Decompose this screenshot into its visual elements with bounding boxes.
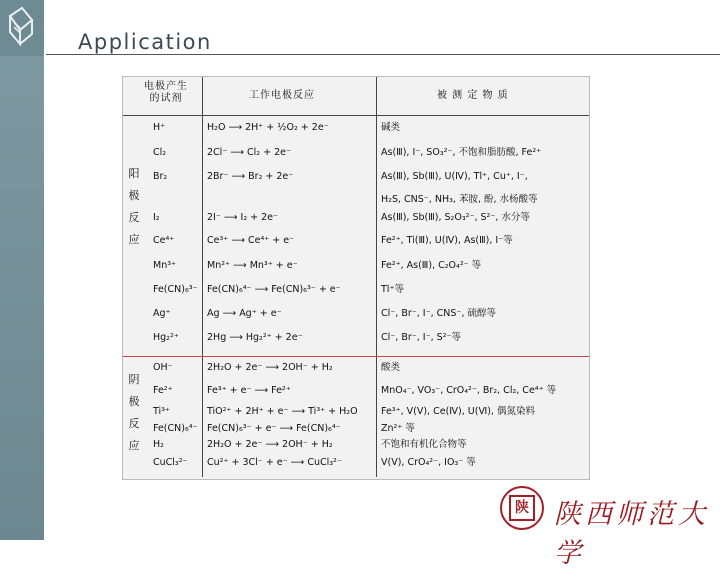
table-cell-reagent: Ce⁴⁺	[153, 235, 175, 246]
header-divider	[123, 115, 589, 116]
table-cell-reaction: 2H₂O + 2e⁻ ⟶ 2OH⁻ + H₂	[207, 362, 333, 373]
table-cell-analyte: Tl⁺等	[381, 284, 404, 295]
title-divider	[46, 54, 720, 55]
seal-character: 陕	[509, 495, 535, 521]
table-cell-reagent: H⁺	[153, 122, 166, 133]
group-divider	[123, 356, 589, 357]
table-cell-analyte: As(Ⅲ), Sb(Ⅲ), S₂O₃²⁻, S²⁻, 水分等	[381, 212, 530, 223]
sidebar	[0, 0, 44, 540]
table-cell-reagent: Cl₂	[153, 147, 167, 158]
column-divider	[376, 77, 377, 477]
table-cell-reagent: Ag⁺	[153, 308, 171, 319]
table-cell-reagent: OH⁻	[153, 362, 173, 373]
table-cell-reagent: H₂	[153, 439, 164, 450]
table-cell-reaction: Cu²⁺ + 3Cl⁻ + e⁻ ⟶ CuCl₃²⁻	[207, 457, 342, 468]
table-cell-reagent: Mn³⁺	[153, 260, 177, 271]
table-cell-reaction: 2Br⁻ ⟶ Br₂ + 2e⁻	[207, 171, 294, 182]
university-seal	[500, 486, 544, 530]
table-cell-analyte: V(Ⅴ), CrO₄²⁻, IO₃⁻ 等	[381, 457, 476, 468]
table-cell-analyte: H₂S, CNS⁻, NH₃, 苯胺, 酚, 水杨酸等	[381, 194, 538, 205]
header-reaction: 工作电极反应	[249, 90, 315, 101]
university-name: 陕西师范大学	[554, 499, 709, 569]
table-cell-reaction: TiO²⁺ + 2H⁺ + e⁻ ⟶ Ti³⁺ + H₂O	[207, 406, 358, 417]
table-cell-analyte: 酸类	[381, 362, 401, 373]
table-cell-reaction: Fe(CN)₆⁴⁻ ⟶ Fe(CN)₆³⁻ + e⁻	[207, 284, 341, 295]
table-cell-reagent: Ti³⁺	[153, 406, 170, 417]
table-cell-analyte: As(Ⅲ), I⁻, SO₃²⁻, 不饱和脂肪酸, Fe²⁺	[381, 147, 542, 158]
table-cell-analyte: Fe³⁺, V(Ⅴ), Ce(Ⅳ), U(Ⅵ), 偶氮染料	[381, 406, 535, 417]
header-analyte: 被 测 定 物 质	[437, 90, 509, 101]
logo-box	[0, 0, 44, 56]
cathode-group-label: 阴 极 反 应	[128, 373, 140, 452]
university-brand	[500, 486, 710, 569]
book-icon	[6, 6, 38, 48]
table-cell-reaction: Ag ⟶ Ag⁺ + e⁻	[207, 308, 282, 319]
table-cell-analyte: 碱类	[381, 122, 401, 133]
table-cell-reaction: H₂O ⟶ 2H⁺ + ½O₂ + 2e⁻	[207, 122, 329, 133]
table-cell-analyte: As(Ⅲ), Sb(Ⅲ), U(Ⅳ), Tl⁺, Cu⁺, I⁻,	[381, 171, 528, 182]
table-cell-analyte: Fe²⁺, As(Ⅲ), C₂O₄²⁻ 等	[381, 260, 482, 271]
table-cell-reaction: 2I⁻ ⟶ I₂ + 2e⁻	[207, 212, 279, 223]
table-cell-reagent: CuCl₃²⁻	[153, 457, 188, 468]
reaction-table	[122, 76, 590, 480]
table-cell-reaction: 2H₂O + 2e⁻ ⟶ 2OH⁻ + H₂	[207, 439, 333, 450]
table-cell-reaction: Ce³⁺ ⟶ Ce⁴⁺ + e⁻	[207, 235, 295, 246]
slide-title: Application	[78, 30, 212, 54]
table-cell-reagent: Fe(CN)₆³⁻	[153, 284, 198, 295]
table-cell-reagent: Br₂	[153, 171, 168, 182]
table-cell-reagent: Fe²⁺	[153, 385, 173, 396]
table-cell-analyte: Zn²⁺ 等	[381, 423, 415, 434]
header-reagent: 电极产生 的试剂	[144, 81, 188, 104]
table-cell-reaction: Fe(CN)₆³⁻ + e⁻ ⟶ Fe(CN)₆⁴⁻	[207, 423, 341, 434]
table-cell-reaction: Mn²⁺ ⟶ Mn³⁺ + e⁻	[207, 260, 298, 271]
table-cell-reaction: Fe³⁺ + e⁻ ⟶ Fe²⁺	[207, 385, 291, 396]
table-cell-analyte: 不饱和有机化合物等	[381, 439, 467, 450]
table-cell-analyte: Fe²⁺, Ti(Ⅲ), U(Ⅳ), As(Ⅲ), I⁻等	[381, 235, 513, 246]
table-cell-analyte: Cl⁻, Br⁻, I⁻, S²⁻等	[381, 332, 462, 343]
table-cell-reaction: 2Cl⁻ ⟶ Cl₂ + 2e⁻	[207, 147, 291, 158]
table-cell-reaction: 2Hg ⟶ Hg₂²⁺ + 2e⁻	[207, 332, 303, 343]
table-cell-reagent: I₂	[153, 212, 160, 223]
table-cell-analyte: MnO₄⁻, VO₃⁻, CrO₄²⁻, Br₂, Cl₂, Ce⁴⁺ 等	[381, 385, 557, 396]
table-cell-reagent: Fe(CN)₆⁴⁻	[153, 423, 198, 434]
table-cell-reagent: Hg₂²⁺	[153, 332, 179, 343]
column-divider	[202, 77, 203, 477]
anode-group-label: 阳 极 反 应	[128, 167, 140, 246]
table-cell-analyte: Cl⁻, Br⁻, I⁻, CNS⁻, 硫醇等	[381, 308, 496, 319]
